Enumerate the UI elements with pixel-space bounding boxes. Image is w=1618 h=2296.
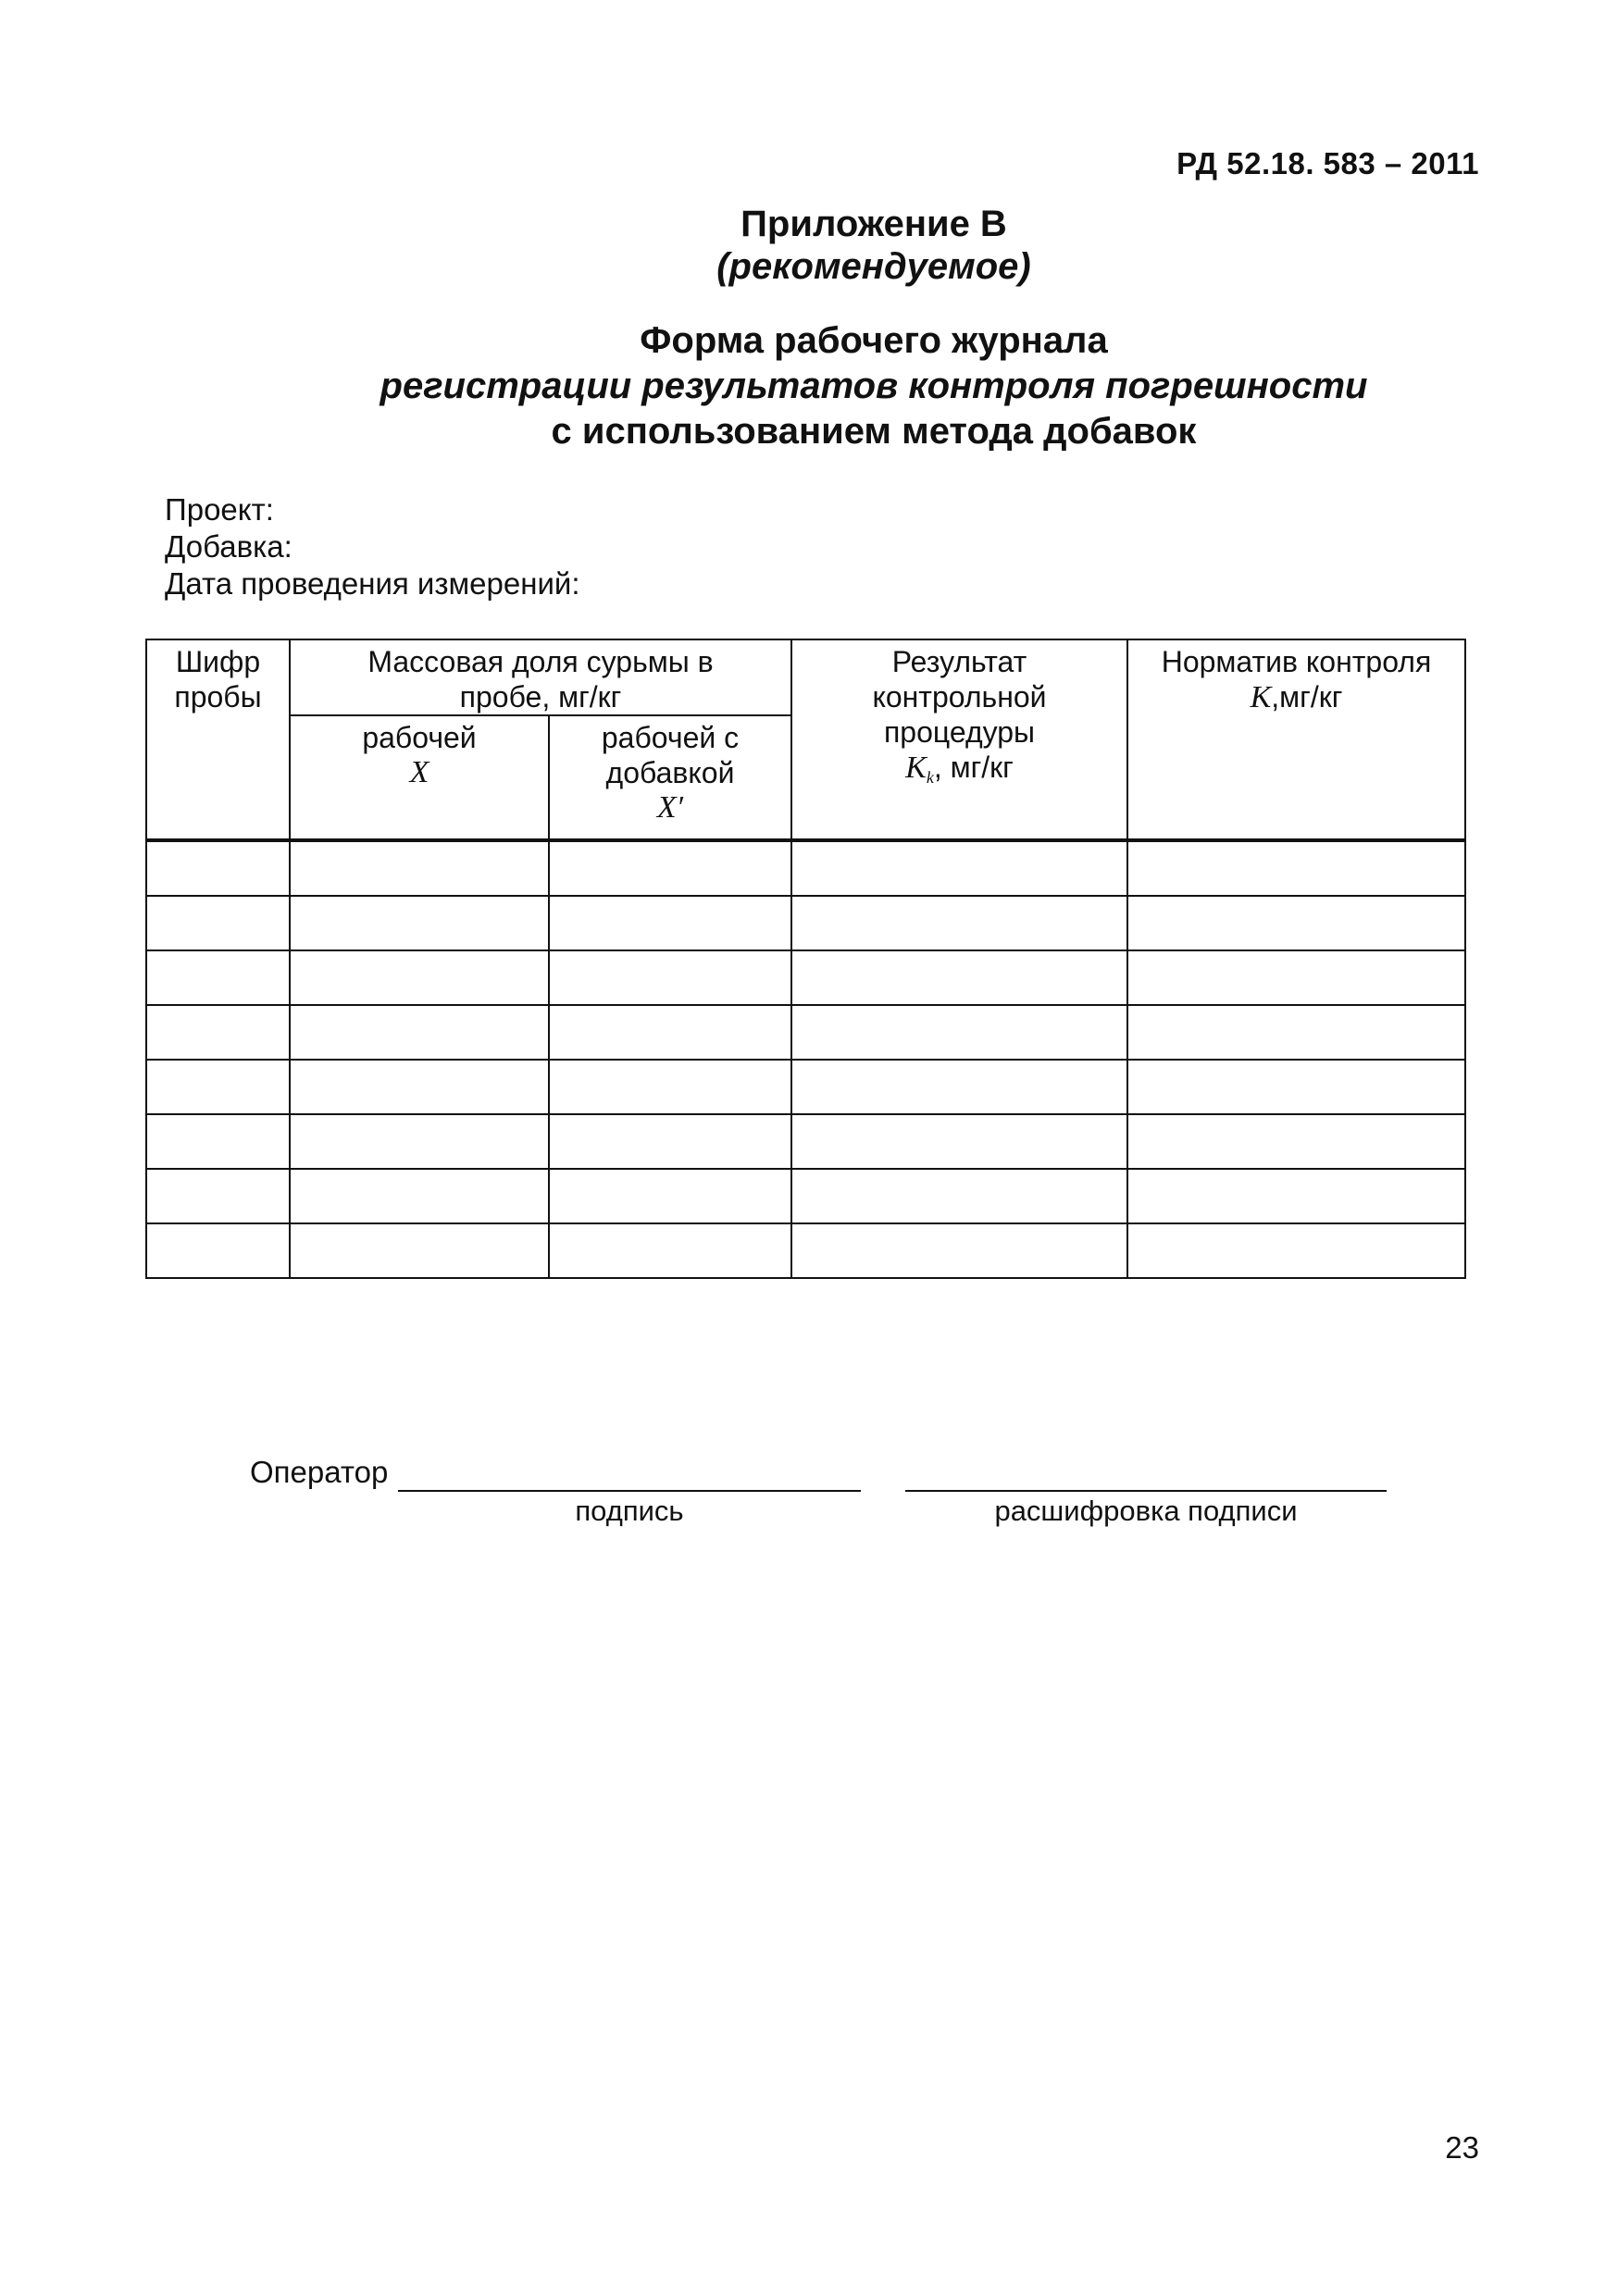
form-title-line-3: с использованием метода добавок [551, 411, 1197, 452]
appendix-status: (рекомендуемое) [716, 246, 1031, 287]
table-cell [146, 1223, 290, 1278]
table-cell [791, 1114, 1127, 1169]
journal-table-body [146, 840, 1465, 1278]
table-cell [1127, 896, 1465, 950]
table-cell [549, 1223, 791, 1278]
symbol-k-subscript: k [926, 768, 934, 787]
appendix-title: Приложение В [741, 204, 1007, 244]
table-cell [1127, 1005, 1465, 1060]
form-title-line-2: регистрации результатов контроля погрешности [380, 366, 1368, 406]
symbol-k-norm: K [1250, 680, 1272, 714]
table-cell [290, 950, 549, 1005]
table-row [146, 1005, 1465, 1060]
header-control-norm-line-1: Норматив контроля [1161, 645, 1432, 678]
form-title-line-1: Форма рабочего журнала [640, 320, 1108, 361]
header-working-label: рабочей [362, 721, 477, 754]
table-cell [549, 1005, 791, 1060]
table-cell [1127, 1169, 1465, 1223]
table-cell [549, 1114, 791, 1169]
signature-decode-line [905, 1490, 1387, 1492]
table-cell [1127, 1114, 1465, 1169]
table-cell [791, 896, 1127, 950]
document-code: РД 52.18. 583 – 2011 [1176, 146, 1479, 180]
header-working-with-additive [549, 715, 791, 840]
table-cell [549, 1169, 791, 1223]
symbol-x-prime: X′ [656, 790, 684, 825]
header-sample-code [146, 639, 290, 840]
table-cell [791, 950, 1127, 1005]
header-control-result-line-2: контрольной [872, 680, 1047, 714]
table-cell [146, 950, 290, 1005]
unit-label: ,мг/кг [1271, 680, 1343, 714]
signature-caption: подпись [575, 1495, 684, 1527]
signature-decode-caption: расшифровка подписи [994, 1495, 1298, 1527]
table-row [146, 896, 1465, 950]
table-cell [290, 1060, 549, 1114]
table-row [146, 950, 1465, 1005]
table-row [146, 1223, 1465, 1278]
table-cell [549, 896, 791, 950]
table-row [146, 1060, 1465, 1114]
table-cell [791, 1223, 1127, 1278]
header-sample-code-line-2: пробы [174, 680, 262, 714]
table-row [146, 1169, 1465, 1223]
table-cell [1127, 1060, 1465, 1114]
table-cell [1127, 950, 1465, 1005]
header-mass-fraction-line-2: пробе, мг/кг [459, 680, 622, 714]
header-working-with-additive-line-2: добавкой [605, 756, 735, 789]
table-cell [146, 840, 290, 896]
unit-label: , мг/кг [933, 751, 1014, 784]
table-cell [146, 1060, 290, 1114]
table-cell [290, 1114, 549, 1169]
table-cell [290, 840, 549, 896]
table-cell [290, 1169, 549, 1223]
journal-table [145, 639, 1466, 1279]
header-control-result-line-1: Результат [891, 645, 1027, 678]
operator-label: Оператор [250, 1455, 389, 1489]
table-cell [290, 1005, 549, 1060]
table-cell [146, 1169, 290, 1223]
measurement-date-label: Дата проведения измерений: [165, 566, 580, 601]
header-control-result [791, 639, 1127, 840]
table-cell [290, 896, 549, 950]
table-cell [791, 1005, 1127, 1060]
table-cell [146, 896, 290, 950]
table-cell [549, 950, 791, 1005]
header-control-norm [1127, 639, 1465, 840]
table-row [146, 840, 1465, 896]
table-cell [791, 840, 1127, 896]
table-row [146, 1114, 1465, 1169]
table-cell [791, 1060, 1127, 1114]
signature-line [398, 1490, 861, 1492]
header-sample-code-line-1: Шифр [175, 645, 261, 678]
table-cell [549, 840, 791, 896]
table-cell [146, 1005, 290, 1060]
header-control-result-line-3: процедуры [883, 715, 1036, 749]
table-cell [146, 1114, 290, 1169]
header-control-norm-symbol-line [1132, 679, 1461, 715]
project-label: Проект: [165, 492, 274, 527]
page-number: 23 [1445, 2130, 1479, 2165]
header-mass-fraction [290, 639, 791, 715]
header-mass-fraction-line-1: Массовая доля сурьмы в [367, 645, 714, 678]
table-cell [290, 1223, 549, 1278]
header-control-result-symbol-line [796, 750, 1123, 795]
header-working [290, 715, 549, 840]
table-cell [1127, 1223, 1465, 1278]
additive-label: Добавка: [165, 529, 292, 564]
header-working-with-additive-line-1: рабочей с [601, 721, 740, 754]
table-cell [1127, 840, 1465, 896]
table-cell [791, 1169, 1127, 1223]
symbol-k: K [905, 751, 927, 785]
symbol-x: X [409, 755, 429, 789]
table-cell [549, 1060, 791, 1114]
